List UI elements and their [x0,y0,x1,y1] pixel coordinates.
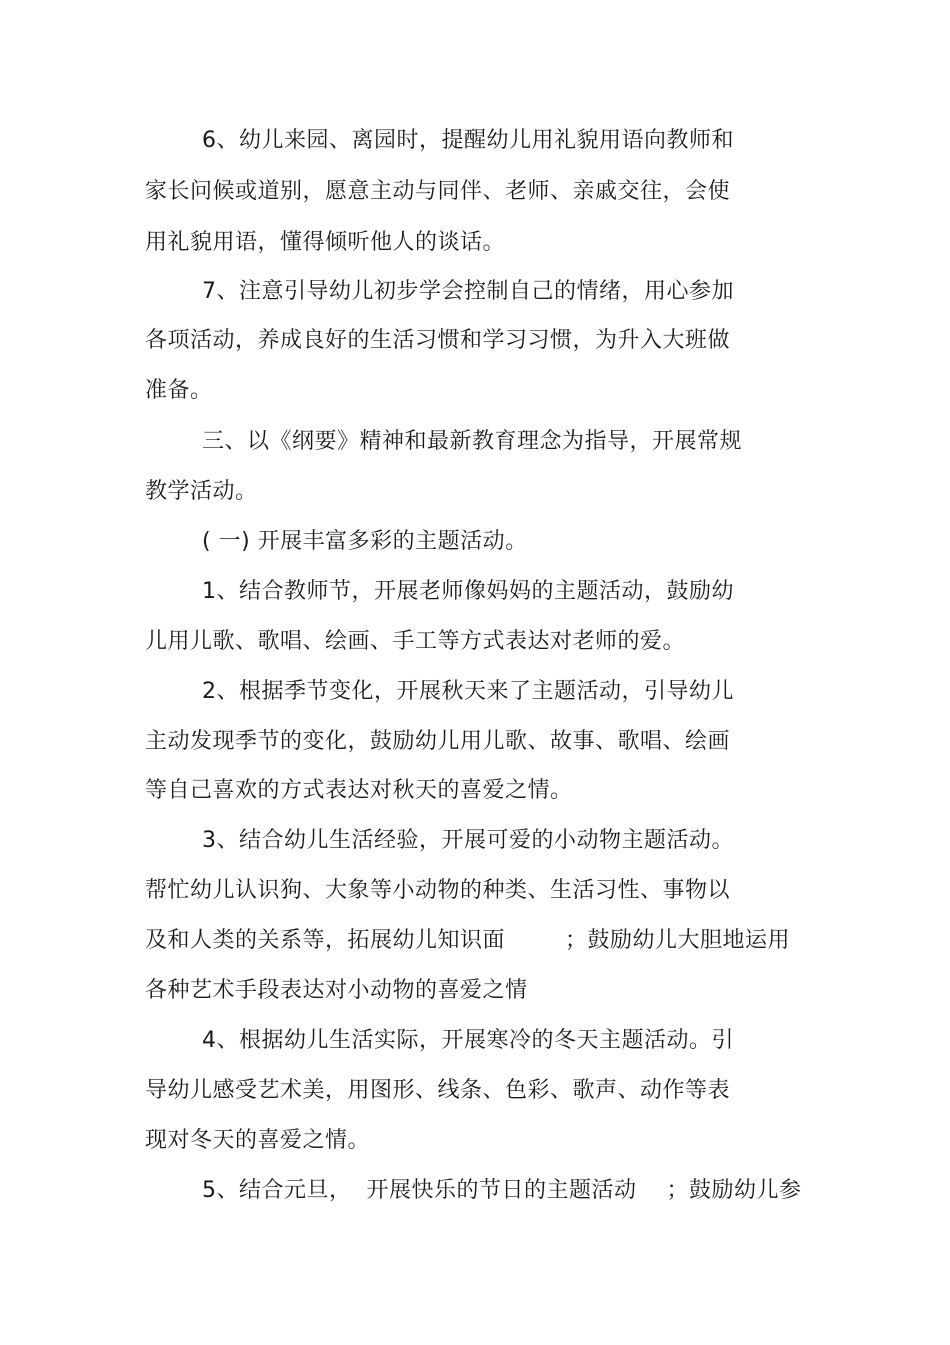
item-2-line-1: 2、根据季节变化，开展秋天来了主题活动，引导幼儿 [202,679,734,704]
paragraph-7-line-3: 准备。 [145,378,213,403]
item-2-line-3: 等自己喜欢的方式表达对秋天的喜爱之情。 [145,778,573,803]
item-2-line-2: 主动发现季节的变化，鼓励幼儿用儿歌、故事、歌唱、绘画 [145,729,731,754]
item-1-line-1: 1、结合教师节，开展老师像妈妈的主题活动，鼓励幼 [202,579,734,604]
section-3-heading-line-1: 三、以《纲要》精神和最新教育理念为指导，开展常规 [202,429,743,454]
item-1-line-2: 儿用儿歌、歌唱、绘画、手工等方式表达对老师的爱。 [145,629,686,654]
item-3-line-4: 各种艺术手段表达对小动物的喜爱之情 [145,978,528,1003]
item-4-line-1: 4、根据幼儿生活实际，开展寒冷的冬天主题活动。引 [202,1028,734,1053]
section-3-heading-line-2: 教学活动。 [145,479,258,504]
item-5-line-1: 5、结合元旦， 开展快乐的节日的主题活动 ；鼓励幼儿参 [202,1178,802,1203]
item-3-line-1: 3、结合幼儿生活经验，开展可爱的小动物主题活动。 [202,828,734,853]
subsection-1-heading: ( 一) 开展丰富多彩的主题活动。 [202,529,528,554]
paragraph-7-line-1: 7、注意引导幼儿初步学会控制自己的情绪，用心参加 [202,279,734,304]
item-3-line-3: 及和人类的关系等，拓展幼儿知识面 ；鼓励幼儿大胆地运用 [145,928,790,953]
paragraph-7-line-2: 各项活动，养成良好的生活习惯和学习习惯，为升入大班做 [145,328,731,353]
paragraph-6-line-3: 用礼貌用语，懂得倾听他人的谈话。 [145,230,506,255]
paragraph-6-line-1: 6、幼儿来园、离园时，提醒幼儿用礼貌用语向教师和 [202,128,734,153]
item-4-line-2: 导幼儿感受艺术美，用图形、线条、色彩、歌声、动作等表 [145,1078,731,1103]
item-3-line-2: 帮忙幼儿认识狗、大象等小动物的种类、生活习性、事物以 [145,878,731,903]
paragraph-6-line-2: 家长问候或道别，愿意主动与同伴、老师、亲戚交往，会使 [145,179,731,204]
item-4-line-3: 现对冬天的喜爱之情。 [145,1128,371,1153]
